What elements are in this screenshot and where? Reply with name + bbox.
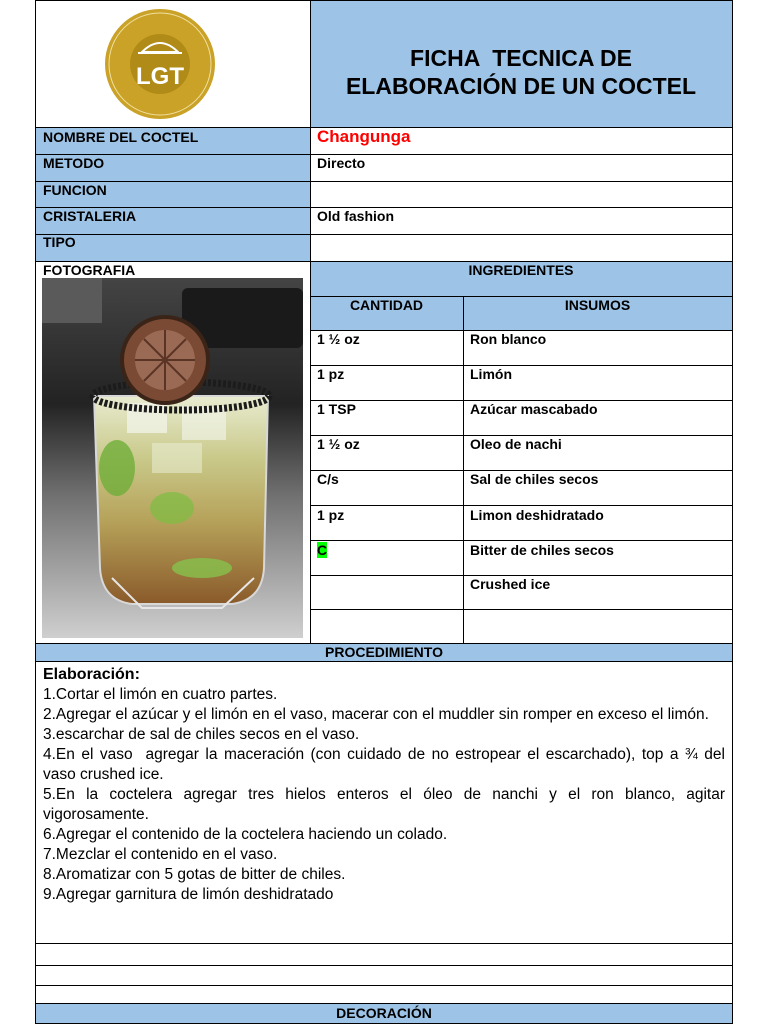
ingredient-quantity: 1 ½ oz xyxy=(317,331,360,347)
ingredient-supply: Sal de chiles secos xyxy=(470,471,599,487)
ingredient-quantity: 1 ½ oz xyxy=(317,436,360,452)
col-quantity-header: CANTIDAD xyxy=(349,297,424,313)
logo-arc-text: LICENCIATURA EN GASTRONOMIA xyxy=(104,3,223,10)
title-line-1: FICHA TECNICA DE xyxy=(410,45,632,71)
lgt-logo xyxy=(104,3,223,120)
decoration-header: DECORACIÓN xyxy=(336,1005,432,1021)
ingredient-supply: Azúcar mascabado xyxy=(470,401,598,417)
field-label-type: TIPO xyxy=(43,234,76,250)
ingredient-quantity: 1 pz xyxy=(317,507,345,523)
ingredients-header: INGREDIENTES xyxy=(468,262,574,278)
procedure-step: 8.Aromatizar con 5 gotas de bitter de chiles. xyxy=(43,866,346,883)
procedure-step: 4.En el vaso agregar la maceración (con cuidado de no estropear el escarchado), top a ¾ del vaso crushed ice. xyxy=(43,746,730,783)
field-value-method: Directo xyxy=(317,155,366,171)
procedure-body xyxy=(43,665,730,905)
cocktail-photo xyxy=(42,278,303,638)
ingredient-supply: Limon deshidratado xyxy=(470,507,604,523)
ingredient-supply: Ron blanco xyxy=(470,331,547,347)
ingredient-quantity: C/s xyxy=(317,471,339,487)
procedure-step: 6.Agregar el contenido de la coctelera haciendo un colado. xyxy=(43,826,448,843)
procedure-header: PROCEDIMIENTO xyxy=(325,644,443,660)
ingredient-supply: Limón xyxy=(470,366,512,382)
ingredient-supply: Crushed ice xyxy=(470,576,551,592)
ingredient-quantity: 1 TSP xyxy=(317,401,356,417)
ingredient-quantity-highlighted: C xyxy=(317,542,328,558)
col-supplies-header: INSUMOS xyxy=(564,297,631,313)
logo-initials: LGT xyxy=(136,63,184,90)
procedure-step: 2.Agregar el azúcar y el limón en el vaso, macerar con el muddler sin romper en exceso el limón. xyxy=(43,706,709,723)
procedure-step: 7.Mezclar el contenido en el vaso. xyxy=(43,846,278,863)
field-label-glassware: CRISTALERIA xyxy=(43,208,137,224)
cocktail-name: Changunga xyxy=(317,127,411,146)
field-label-method: METODO xyxy=(43,155,105,171)
field-label-function: FUNCION xyxy=(43,182,107,198)
ingredient-quantity: 1 pz xyxy=(317,366,345,382)
page-title xyxy=(310,44,732,100)
procedure-step: 3.escarchar de sal de chiles secos en el vaso. xyxy=(43,726,360,743)
ingredient-supply: Bitter de chiles secos xyxy=(470,542,614,558)
photo-label: FOTOGRAFIA xyxy=(43,262,136,278)
procedure-step: 9.Agregar garnitura de limón deshidratado xyxy=(43,886,334,903)
ingredient-supply: Oleo de nachi xyxy=(470,436,562,452)
field-label-name: NOMBRE DEL COCTEL xyxy=(43,129,199,145)
procedure-step: 5.En la coctelera agregar tres hielos enteros el óleo de nanchi y el ron blanco, agitar vigorosamente. xyxy=(43,786,725,823)
procedure-subtitle: Elaboración: xyxy=(43,666,140,683)
title-line-2: ELABORACIÓN DE UN COCTEL xyxy=(345,73,697,99)
field-value-glassware: Old fashion xyxy=(317,208,394,224)
procedure-step: 1.Cortar el limón en cuatro partes. xyxy=(43,686,278,703)
